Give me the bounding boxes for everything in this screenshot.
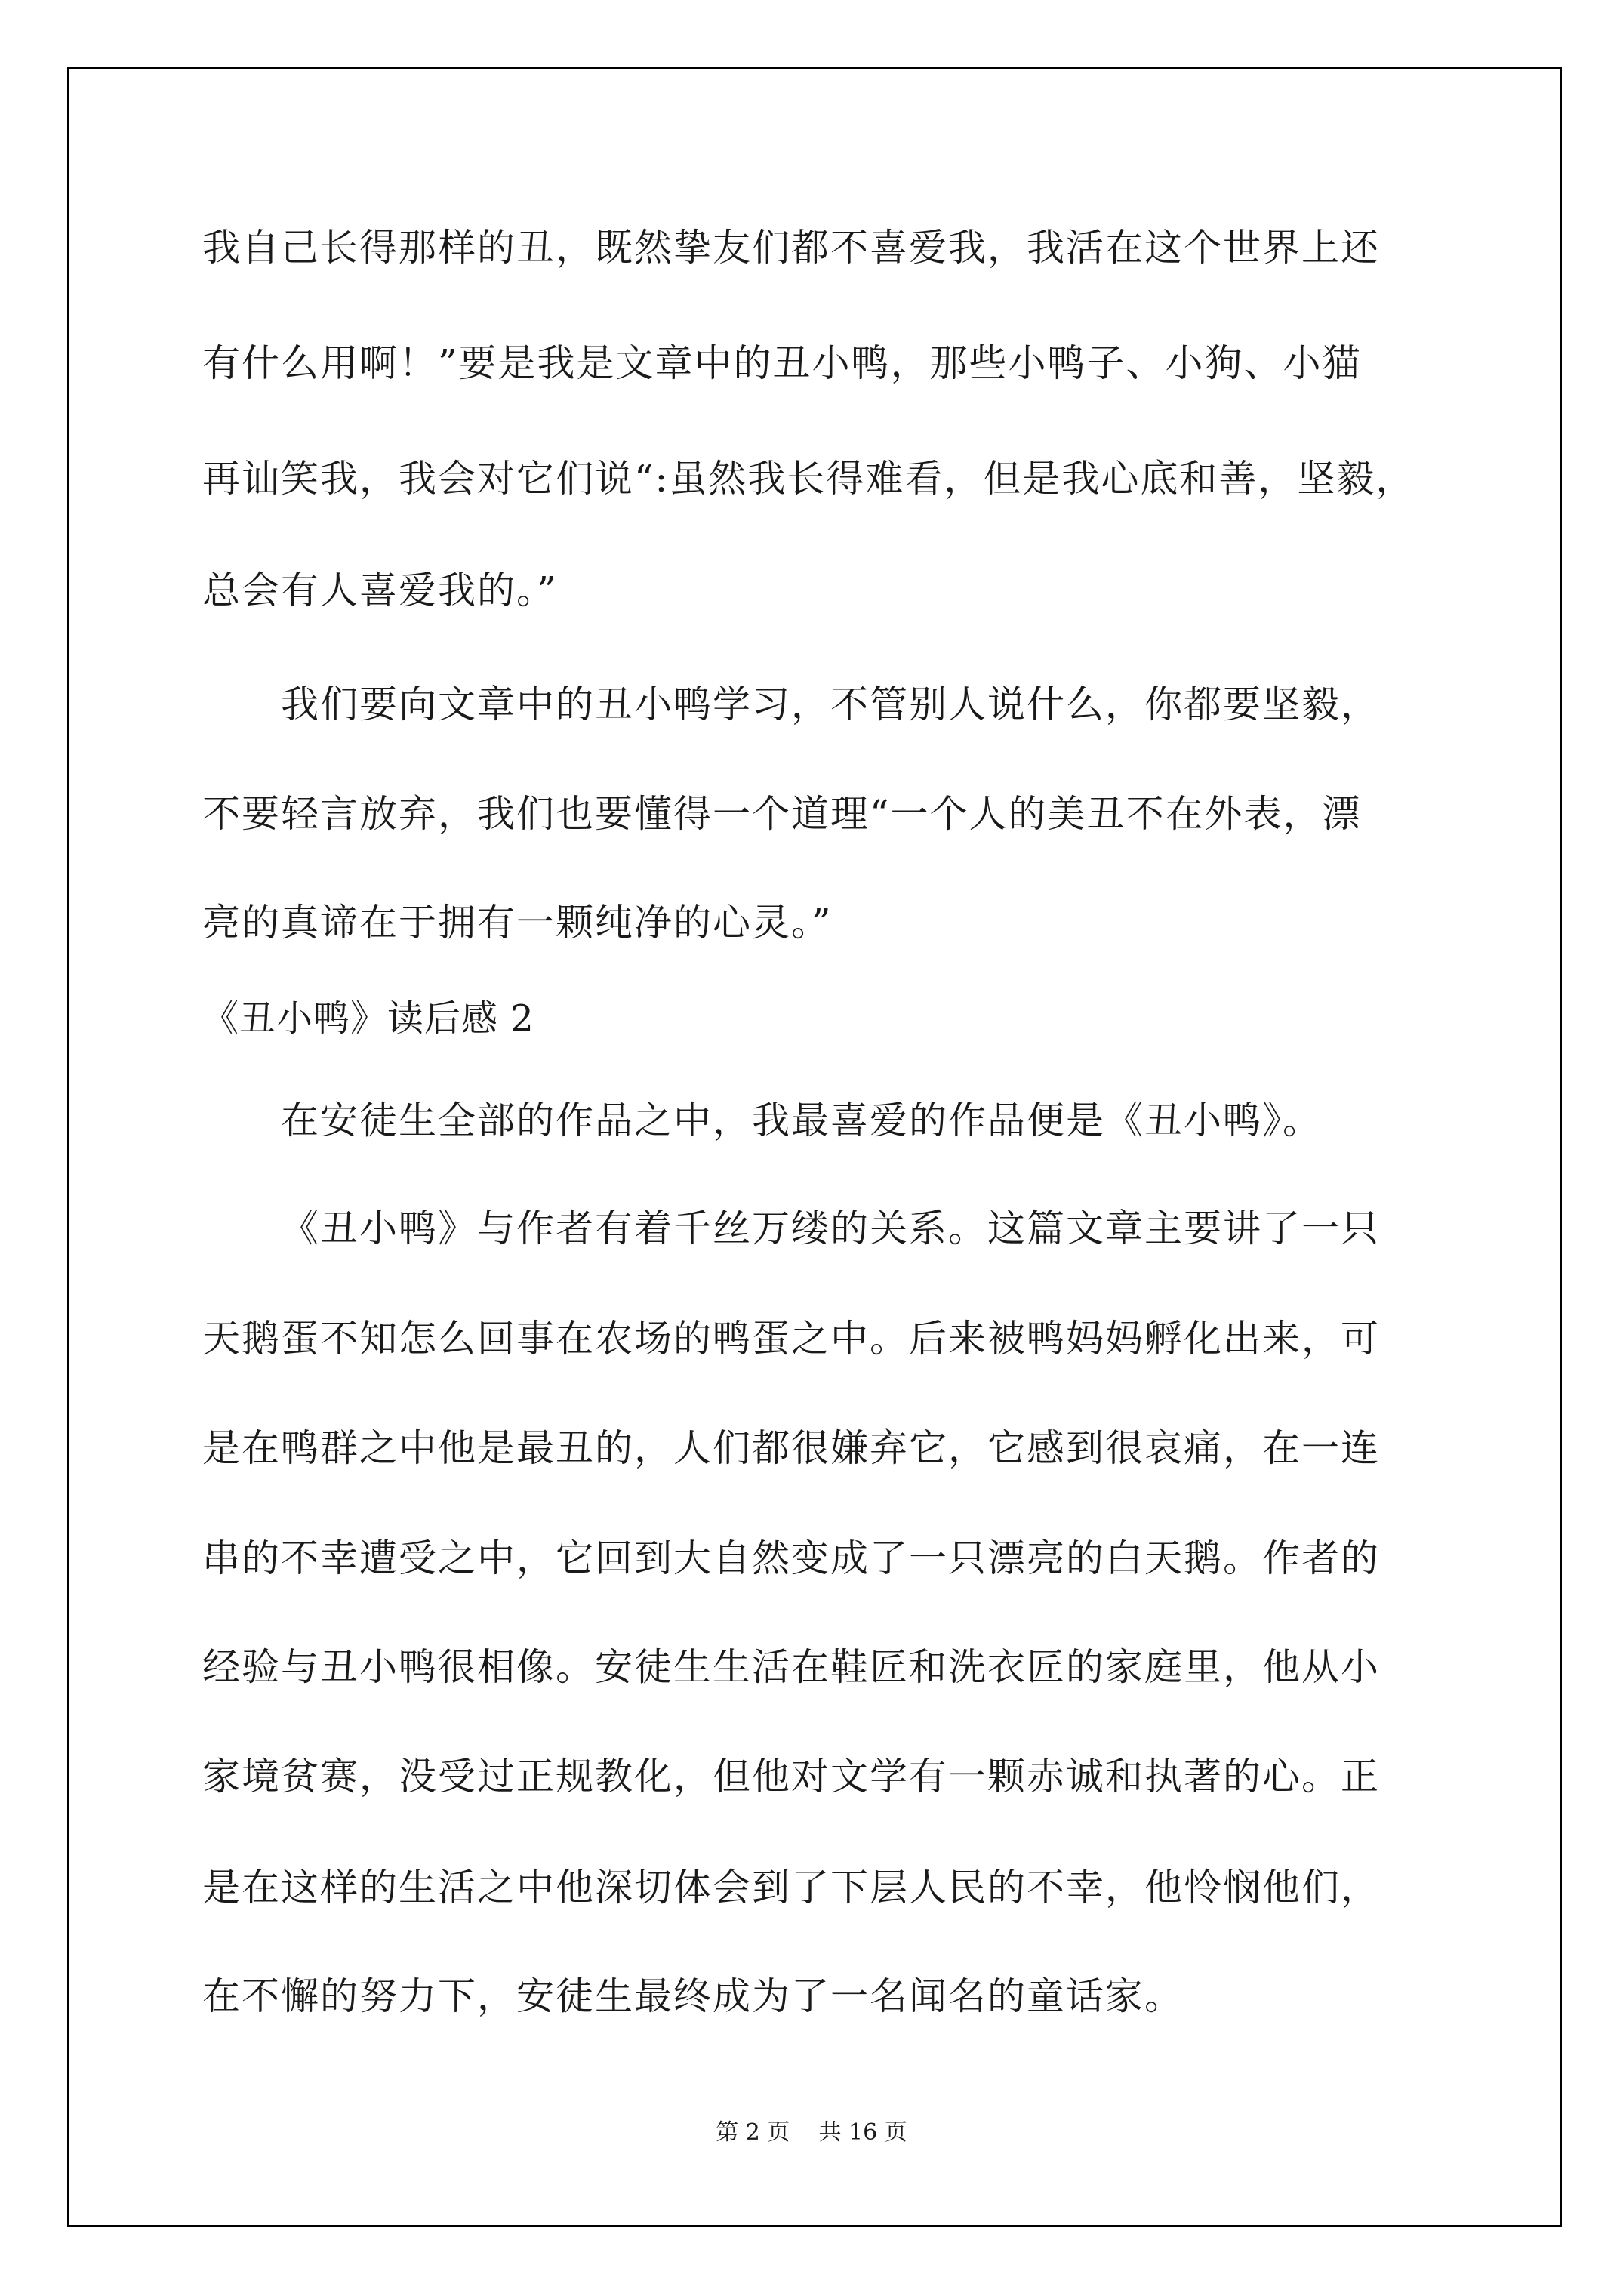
page-number: 第 2 页 共 16 页 [716,2119,907,2146]
text-line: 不要轻言放弃，我们也要懂得一个道理“一个人的美丑不在外表，漂 [202,792,1362,836]
text-line: 天鹅蛋不知怎么回事在农场的鸭蛋之中。后来被鸭妈妈孵化出来，可 [202,1317,1380,1361]
text-line: 总会有人喜爱我的。” [202,569,558,612]
text-line: 在安徒生全部的作品之中，我最喜爱的作品便是《丑小鸭》。 [281,1099,1322,1142]
text-line: 是在鸭群之中他是最丑的，人们都很嫌弃它，它感到很哀痛，在一连 [202,1426,1380,1470]
text-line: 我们要向文章中的丑小鸭学习，不管别人说什么，你都要坚毅， [281,683,1380,726]
text-line: 我自己长得那样的丑，既然挚友们都不喜爱我，我活在这个世界上还 [202,226,1380,270]
text-line: 亮的真谛在于拥有一颗纯净的心灵。” [202,901,833,945]
text-line: 有什么用啊！”要是我是文章中的丑小鸭，那些小鸭子、小狗、小猫 [202,341,1362,385]
text-line: 串的不幸遭受之中，它回到大自然变成了一只漂亮的白天鹅。作者的 [202,1536,1380,1580]
text-line: 家境贫赛，没受过正规教化，但他对文学有一颗赤诚和执著的心。正 [202,1755,1380,1798]
text-line: 在不懈的努力下，安徒生最终成为了一名闻名的童话家。 [202,1974,1184,2018]
section-heading: 《丑小鸭》读后感 2 [202,997,534,1040]
text-line: 是在这样的生活之中他深切体会到了下层人民的不幸，他怜悯他们， [202,1866,1380,1909]
text-line: 经验与丑小鸭很相像。安徒生生活在鞋匠和洗衣匠的家庭里，他从小 [202,1645,1380,1689]
text-line: 《丑小鸭》与作者有着千丝万缕的关系。这篇文章主要讲了一只 [281,1207,1380,1250]
text-line: 再讪笑我，我会对它们说“:虽然我长得难看，但是我心底和善，坚毅， [202,457,1415,501]
